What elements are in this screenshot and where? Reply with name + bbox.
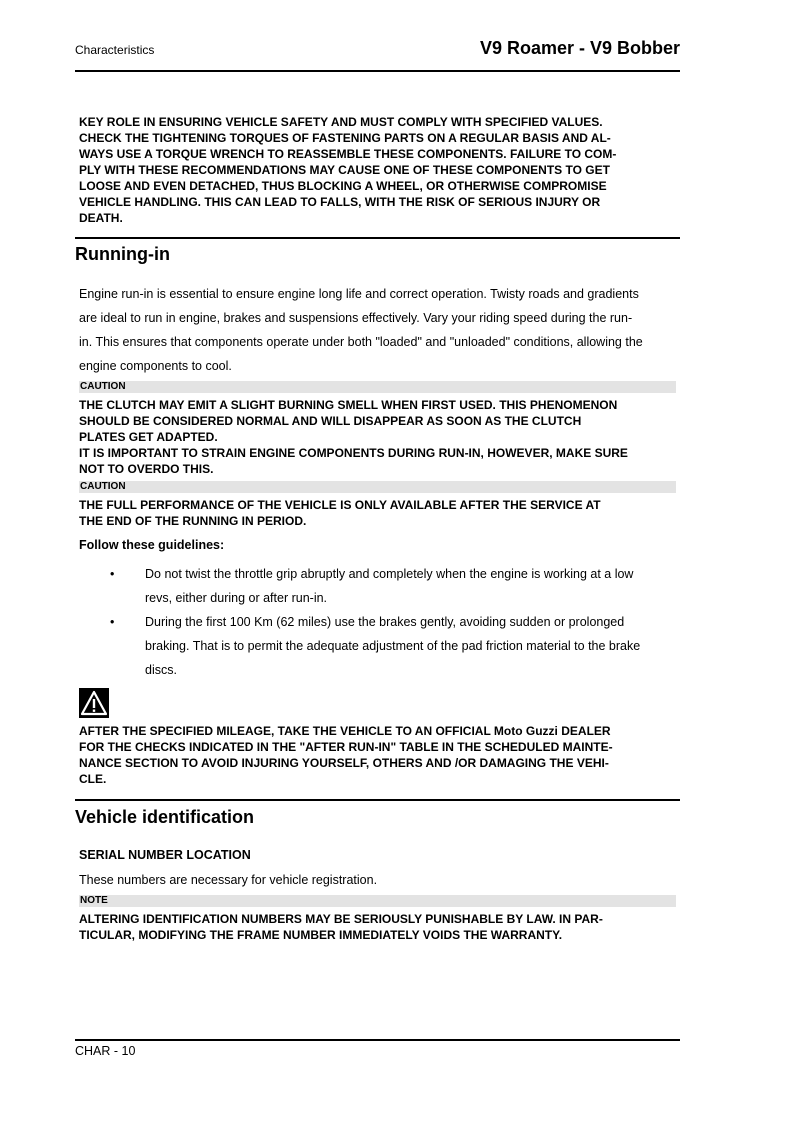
section-divider bbox=[75, 799, 680, 801]
footer-divider bbox=[75, 1039, 680, 1041]
text-line: LOOSE AND EVEN DETACHED, THUS BLOCKING A WHEEL, OR OTHERWISE COMPROMISE bbox=[79, 179, 607, 193]
text-line: engine components to cool. bbox=[79, 359, 232, 373]
text-line: in. This ensures that components operate under both "loaded" and "unloaded" conditions, allowing the bbox=[79, 335, 643, 349]
text-line: ALTERING IDENTIFICATION NUMBERS MAY BE SERIOUSLY PUNISHABLE BY LAW. IN PAR- bbox=[79, 912, 603, 926]
text-line: braking. That is to permit the adequate adjustment of the pad friction material to the brake bbox=[145, 639, 641, 653]
text-line: CLE. bbox=[79, 772, 107, 786]
text-line: IT IS IMPORTANT TO STRAIN ENGINE COMPONENTS DURING RUN-IN, HOWEVER, MAKE SURE bbox=[79, 446, 628, 460]
text-line: Do not twist the throttle grip abruptly and completely when the engine is working at a low bbox=[145, 567, 634, 581]
bullet-icon: • bbox=[110, 567, 115, 581]
list-item bbox=[110, 562, 680, 610]
page-number: CHAR - 10 bbox=[75, 1044, 136, 1058]
header-model-title: V9 Roamer - V9 Bobber bbox=[479, 38, 680, 58]
caution-label: CAUTION bbox=[79, 381, 676, 393]
guidelines-list bbox=[110, 562, 680, 682]
running-in-title: Running-in bbox=[75, 244, 170, 264]
dealer-warning-text bbox=[79, 723, 679, 787]
text-line: are ideal to run in engine, brakes and suspensions effectively. Vary your riding speed during the run- bbox=[79, 311, 633, 325]
caution-label: CAUTION bbox=[79, 481, 676, 493]
page-header bbox=[75, 38, 680, 72]
note-text bbox=[79, 911, 679, 943]
vehicle-identification-title: Vehicle identification bbox=[75, 807, 255, 827]
warning-triangle-icon bbox=[79, 688, 109, 718]
serial-number-location-heading: SERIAL NUMBER LOCATION bbox=[79, 848, 251, 862]
text-line: TICULAR, MODIFYING THE FRAME NUMBER IMMEDIATELY VOIDS THE WARRANTY. bbox=[79, 928, 563, 942]
header-section: Characteristics bbox=[75, 43, 155, 57]
running-in-paragraph bbox=[79, 282, 679, 378]
text-line: PLATES GET ADAPTED. bbox=[79, 430, 218, 444]
section-divider bbox=[75, 237, 680, 239]
intro-warning-text bbox=[79, 114, 679, 226]
note-label: NOTE bbox=[79, 895, 676, 907]
bullet-icon: • bbox=[110, 615, 115, 629]
text-line: discs. bbox=[145, 663, 177, 677]
text-line: These numbers are necessary for vehicle registration. bbox=[79, 873, 378, 887]
text-line: FOR THE CHECKS INDICATED IN THE "AFTER RUN-IN" TABLE IN THE SCHEDULED MAINTE- bbox=[79, 740, 613, 754]
caution-clutch-text bbox=[79, 397, 679, 477]
serial-number-paragraph bbox=[79, 868, 679, 892]
text-line: CHECK THE TIGHTENING TORQUES OF FASTENING PARTS ON A REGULAR BASIS AND AL- bbox=[79, 131, 611, 145]
text-line: NOT TO OVERDO THIS. bbox=[79, 462, 214, 476]
text-line: PLY WITH THESE RECOMMENDATIONS MAY CAUSE ONE OF THESE COMPONENTS TO GET bbox=[79, 163, 610, 177]
text-line: AFTER THE SPECIFIED MILEAGE, TAKE THE VEHICLE TO AN OFFICIAL Moto Guzzi DEALER bbox=[79, 724, 611, 738]
list-item bbox=[110, 610, 680, 682]
text-line: THE CLUTCH MAY EMIT A SLIGHT BURNING SMELL WHEN FIRST USED. THIS PHENOMENON bbox=[79, 398, 618, 412]
text-line: During the first 100 Km (62 miles) use the brakes gently, avoiding sudden or prolonged bbox=[145, 615, 625, 629]
caution-performance-text bbox=[79, 497, 679, 529]
guidelines-heading: Follow these guidelines: bbox=[79, 538, 225, 552]
text-line: THE FULL PERFORMANCE OF THE VEHICLE IS ONLY AVAILABLE AFTER THE SERVICE AT bbox=[79, 498, 601, 512]
text-line: THE END OF THE RUNNING IN PERIOD. bbox=[79, 514, 307, 528]
text-line: Engine run-in is essential to ensure engine long life and correct operation. Twisty roads and gradients bbox=[79, 287, 639, 301]
text-line: SHOULD BE CONSIDERED NORMAL AND WILL DISAPPEAR AS SOON AS THE CLUTCH bbox=[79, 414, 582, 428]
text-line: VEHICLE HANDLING. THIS CAN LEAD TO FALLS, WITH THE RISK OF SERIOUS INJURY OR bbox=[79, 195, 601, 209]
text-line: KEY ROLE IN ENSURING VEHICLE SAFETY AND MUST COMPLY WITH SPECIFIED VALUES. bbox=[79, 115, 603, 129]
text-line: revs, either during or after run-in. bbox=[145, 591, 328, 605]
text-line: DEATH. bbox=[79, 211, 123, 225]
text-line: WAYS USE A TORQUE WRENCH TO REASSEMBLE THESE COMPONENTS. FAILURE TO COM- bbox=[79, 147, 617, 161]
text-line: NANCE SECTION TO AVOID INJURING YOURSELF, OTHERS AND /OR DAMAGING THE VEHI- bbox=[79, 756, 609, 770]
